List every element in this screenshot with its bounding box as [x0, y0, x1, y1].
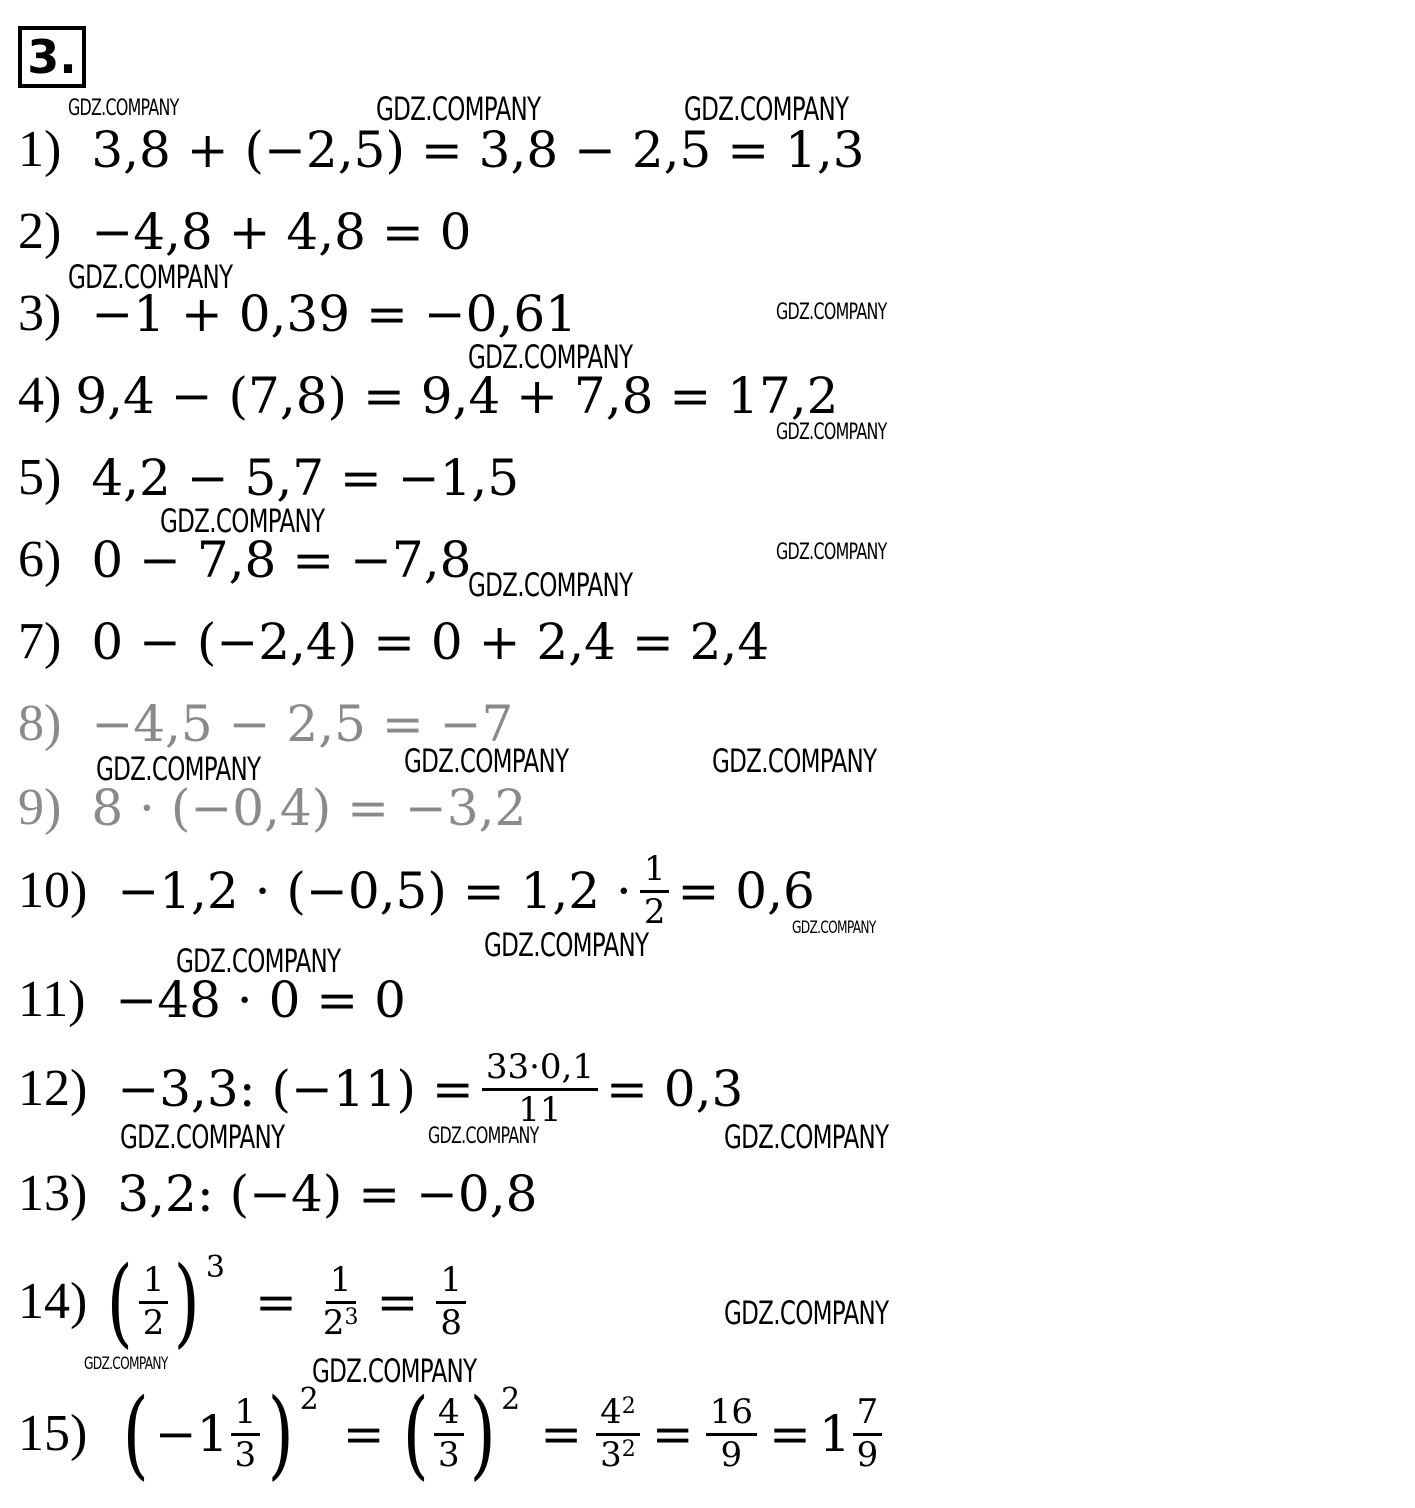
fraction [596, 1391, 640, 1475]
fraction-numerator: 1 [231, 1395, 261, 1436]
fraction [434, 1391, 464, 1475]
watermark-text: GDZ.COMPANY [96, 750, 261, 788]
fraction-numerator: 4 [434, 1395, 464, 1436]
fraction [853, 1391, 883, 1475]
fraction-denominator: 3 [438, 1434, 460, 1475]
watermark-text: GDZ.COMPANY [376, 90, 541, 128]
fraction-numerator: $4^2$ [596, 1395, 640, 1436]
solution-line-10 [18, 849, 815, 932]
left-paren: ( [122, 1378, 150, 1490]
fraction-denominator: 11 [518, 1089, 562, 1130]
item-expression: 0 − (−2,4) = 0 + 2,4 = 2,4 [91, 613, 770, 671]
solution-line-13 [18, 1165, 538, 1223]
equals-sign: = [376, 1273, 419, 1331]
fraction-numerator: 1 [640, 852, 670, 893]
fraction [482, 1047, 598, 1130]
watermark-text: GDZ.COMPANY [684, 90, 849, 128]
exponent: 2 [299, 1382, 319, 1417]
watermark-text: GDZ.COMPANY [68, 96, 179, 121]
item-expression-part-a: −3,3: (−11) = [117, 1060, 474, 1119]
watermark-text: GDZ.COMPANY [776, 540, 887, 565]
item-number: 13) [18, 1165, 88, 1222]
item-number: 12) [18, 1060, 88, 1118]
watermark-text: GDZ.COMPANY [776, 420, 887, 445]
watermark-text: GDZ.COMPANY [724, 1118, 889, 1156]
watermark-text: GDZ.COMPANY [160, 502, 325, 540]
item-expression-part-b: = 0,3 [605, 1060, 744, 1119]
exponent: 2 [501, 1382, 521, 1417]
solution-line-9 [18, 779, 527, 837]
watermark-text: GDZ.COMPANY [712, 742, 877, 780]
watermark-text: GDZ.COMPANY [468, 338, 633, 376]
item-expression: −1 + 0,39 = −0,61 [91, 285, 577, 343]
watermark-text: GDZ.COMPANY [84, 1354, 168, 1374]
fraction [706, 1391, 757, 1475]
item-expression: 3,2: (−4) = −0,8 [117, 1165, 538, 1223]
solution-line-4 [18, 367, 839, 425]
solution-line-1 [18, 121, 865, 179]
mixed-whole: −1 [154, 1405, 229, 1463]
fraction [640, 849, 670, 932]
fraction-denominator: 9 [856, 1434, 879, 1475]
item-expression: −48 · 0 = 0 [115, 971, 406, 1029]
solution-line-7 [18, 613, 770, 671]
fraction-denominator: $3^2$ [600, 1434, 636, 1475]
fraction-denominator: 2 [643, 891, 666, 932]
solution-line-6 [18, 531, 472, 589]
item-number: 6) [18, 531, 62, 588]
watermark-text: GDZ.COMPANY [120, 1118, 285, 1156]
solution-line-5 [18, 449, 520, 507]
fraction-denominator: 9 [720, 1434, 743, 1475]
item-expression: 3,8 + (−2,5) = 3,8 − 2,5 = 1,3 [91, 121, 865, 179]
fraction-denominator: $2^3$ [322, 1302, 359, 1343]
watermark-text: GDZ.COMPANY [68, 258, 233, 296]
item-number: 3) [18, 285, 62, 342]
watermark-text: GDZ.COMPANY [484, 926, 649, 964]
solution-line-11 [18, 971, 406, 1029]
left-paren: ( [106, 1246, 134, 1358]
item-number: 7) [18, 613, 62, 670]
item-expression: 8 · (−0,4) = −3,2 [91, 779, 527, 837]
right-paren: ) [469, 1378, 496, 1490]
solution-line-15 [18, 1378, 884, 1490]
exponent: 3 [205, 1250, 225, 1285]
item-number: 9) [18, 779, 62, 836]
item-expression-part-b: = 0,6 [677, 862, 815, 921]
watermark-text: GDZ.COMPANY [404, 742, 569, 780]
watermark-text: GDZ.COMPANY [468, 566, 633, 604]
watermark-text: GDZ.COMPANY [312, 1352, 477, 1390]
task-number-badge: 3. [18, 26, 86, 88]
item-number: 14) [18, 1273, 88, 1330]
fraction-numerator: 7 [853, 1395, 883, 1436]
fraction-numerator: 16 [706, 1395, 757, 1436]
item-expression: 9,4 − (7,8) = 9,4 + 7,8 = 17,2 [75, 367, 839, 425]
watermark-text: GDZ.COMPANY [176, 942, 341, 980]
fraction-numerator: 1 [436, 1263, 466, 1304]
item-number: 11) [18, 971, 86, 1028]
fraction-numerator: 33·0,1 [482, 1050, 598, 1091]
solution-line-12 [18, 1047, 744, 1130]
equals-sign: = [540, 1405, 583, 1463]
watermark-text: GDZ.COMPANY [792, 918, 876, 938]
item-number: 2) [18, 203, 62, 260]
item-number: 15) [18, 1405, 88, 1462]
watermark-text: GDZ.COMPANY [724, 1294, 889, 1332]
item-expression: −4,8 + 4,8 = 0 [91, 203, 472, 261]
item-number: 8) [18, 695, 62, 752]
fraction-denominator: 3 [234, 1434, 257, 1475]
item-expression: 0 − 7,8 = −7,8 [91, 531, 472, 589]
equals-sign: = [651, 1405, 694, 1463]
right-paren: ) [267, 1378, 294, 1490]
left-paren: ( [402, 1378, 429, 1490]
fraction-base [139, 1259, 169, 1343]
fraction-denominator: 2 [142, 1302, 165, 1343]
item-expression: 4,2 − 5,7 = −1,5 [91, 449, 520, 507]
equals-sign: = [768, 1405, 811, 1463]
fraction [436, 1259, 466, 1343]
solution-line-2 [18, 203, 472, 261]
item-number: 4) [18, 367, 62, 424]
fraction-numerator: 1 [326, 1263, 356, 1304]
item-expression-part-a: −1,2 · (−0,5) = 1,2 · [117, 862, 632, 921]
item-expression: −4,5 − 2,5 = −7 [91, 695, 514, 753]
equals-sign: = [254, 1273, 297, 1331]
equals-sign: = [342, 1405, 385, 1463]
watermark-text: GDZ.COMPANY [776, 300, 887, 325]
fraction-numerator: 1 [139, 1263, 169, 1304]
item-number: 5) [18, 449, 62, 506]
watermark-text: GDZ.COMPANY [428, 1124, 539, 1149]
fraction-denominator: 8 [440, 1302, 463, 1343]
item-number: 10) [18, 862, 88, 920]
fraction [322, 1259, 359, 1343]
fraction [231, 1391, 261, 1475]
right-paren: ) [174, 1246, 201, 1358]
solution-line-14 [18, 1246, 474, 1358]
mixed-whole: 1 [818, 1405, 851, 1463]
item-number: 1) [18, 121, 62, 178]
